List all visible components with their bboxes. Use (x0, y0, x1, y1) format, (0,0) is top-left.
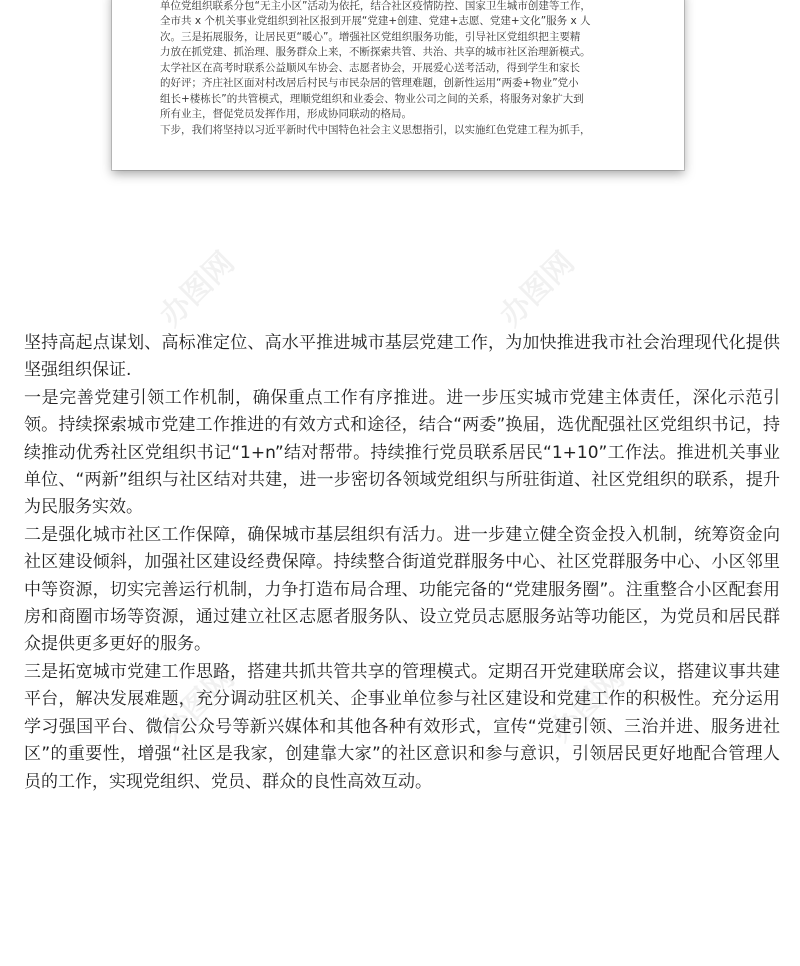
watermark-logo: 办图网 (493, 245, 582, 334)
preview-line: 全市共 x 个机关事业党组织到社区报到开展“党建+创建、党建+志愿、党建+文化”服务 x 人 (160, 15, 591, 27)
body-paragraph-intro: 坚持高起点谋划、高标准定位、高水平推进城市基层党建工作，为加快推进我市社会治理现代化提供坚强组织保证. (24, 333, 780, 381)
preview-line: 组长+楼栋长”的共管模式，理顺党组织和业委会、物业公司之间的关系，将服务对象扩大到 (160, 92, 584, 105)
body-paragraph-point-2: 二是强化城市社区工作保障，确保城市基层组织有活力。进一步建立健全资金投入机制，统筹资金向社区建设倾斜，加强社区建设经费保障。持续整合街道党群服务中心、社区党群服务中心、小区邻里中等资源，切实完善运行机制，力争打造布局合理、功能完备的“党建服务圈”。注重整合小区配套用房和商圈市场等资源，通过建立社区志愿者服务队、设立党员志愿服务站等功能区，为党员和居民群众提供更多更好的服务。 (24, 524, 780, 655)
document-preview-card (112, 0, 684, 170)
body-paragraph-point-3: 三是拓宽城市党建工作思路，搭建共抓共管共享的管理模式。定期召开党建联席会议，搭建议事共建平台，解决发展难题，充分调动驻区机关、企事业单位参与社区建设和党建工作的积极性。充分运用学习强国平台、微信公众号等新兴媒体和其他各种有效形式，宣传“党建引领、三治并进、服务进社区”的重要性，增强“社区是我家，创建靠大家”的社区意识和参与意识，引领居民更好地配合管理人员的工作，实现党组织、党员、群众的良性高效互动。 (24, 661, 780, 792)
preview-line: 的好评；齐庄社区面对村改居后村民与市民杂居的管理难题，创新性运用“两委+物业”党小 (160, 77, 579, 89)
preview-line: 所有业主，督促党员发挥作用，形成协同联动的格局。 (160, 108, 412, 120)
body-paragraph-point-1: 一是完善党建引领工作机制，确保重点工作有序推进。进一步压实城市党建主体责任，深化示范引领。持续探索城市党建工作推进的有效方式和途径，结合“两委”换届，选优配强社区党组织书记，持续推动优秀社区党组织书记“1+n”结对帮带。持续推行党员联系居民“1+10”工作法。推进机关事业单位、“两新”组织与社区结对共建，进一步密切各领域党组织与所驻街道、社区党组织的联系，提升为民服务实效。 (24, 387, 780, 518)
preview-line: 单位党组织联系分包“无主小区”活动为依托，结合社区疫情防控、国家卫生城市创建等工作， (160, 0, 591, 12)
watermark-logo: 办图网 (543, 660, 632, 749)
preview-line: 太学社区在高考时联系公益顺风车协会、志愿者协会，开展爱心送考活动，得到学生和家长 (160, 61, 580, 74)
preview-line: 次。三是拓展服务，让居民更“暖心”。增强社区党组织服务功能，引导社区党组织把主要精 (160, 30, 581, 43)
preview-text-block (160, 0, 640, 138)
watermark-logo: 办图网 (153, 245, 242, 334)
document-body (24, 330, 780, 796)
watermark-logo: 办图网 (153, 660, 242, 749)
preview-line: 力放在抓党建、抓治理、服务群众上来，不断探索共管、共治、共享的城市社区治理新模式。 (160, 46, 591, 58)
preview-line: 下步，我们将坚持以习近平新时代中国特色社会主义思想指引，以实施红色党建工程为抓手， (160, 123, 591, 136)
